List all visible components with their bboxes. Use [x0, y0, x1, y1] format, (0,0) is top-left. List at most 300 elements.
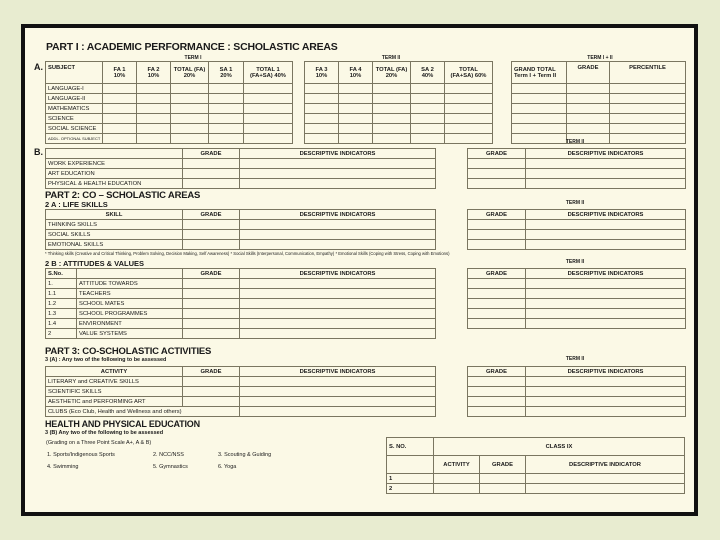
score-cell[interactable]	[411, 114, 445, 124]
grade-cell[interactable]	[480, 484, 526, 494]
table-row	[468, 377, 686, 387]
grade-cell[interactable]	[183, 279, 240, 289]
option-3: 3. Scouting & Guiding	[218, 452, 272, 458]
header-descriptive-indicators: DESCRIPTIVE INDICATORS	[240, 269, 436, 279]
grade-cell[interactable]	[468, 407, 526, 417]
grade-cell[interactable]	[468, 299, 526, 309]
life-skills-footnote: * Thinking skills (Creative and Critical Thinking, Problem Solving, Decision Making, Self Awareness) * Social Skills (Interpersonal, Communication, Empathy) * Emotional Skills (Coping with Stress, Coping with Emotions)	[45, 251, 450, 256]
term2-header-row	[305, 62, 493, 84]
score-cell[interactable]	[137, 104, 171, 114]
section-b-term2-table	[467, 148, 686, 189]
table-row	[468, 179, 686, 189]
indicator-cell[interactable]	[526, 279, 686, 289]
option-2: 2. NCC/NSS	[153, 452, 184, 458]
score-cell[interactable]	[103, 94, 137, 104]
header-grade: GRADE	[468, 210, 526, 220]
score-cell[interactable]	[171, 124, 209, 134]
header-descriptive-indicators: DESCRIPTIVE INDICATORS	[240, 367, 436, 377]
indicator-cell[interactable]	[240, 240, 436, 250]
row-label: SCHOOL PROGRAMMES	[77, 309, 183, 319]
header-descriptive-indicators: DESCRIPTIVE INDICATORS	[526, 269, 686, 279]
grade-cell[interactable]	[468, 230, 526, 240]
grade-cell[interactable]	[468, 319, 526, 329]
percentile-cell[interactable]	[610, 114, 686, 124]
grading-note: (Grading on a Three Point Scale A+, A & B)	[46, 440, 152, 446]
header-row	[46, 210, 436, 220]
grade-cell[interactable]	[183, 230, 240, 240]
activities-table	[45, 366, 436, 417]
percentile-cell[interactable]	[610, 134, 686, 144]
score-cell[interactable]	[209, 104, 244, 114]
table-row	[468, 407, 686, 417]
table-row	[46, 179, 436, 189]
indicator-cell[interactable]	[526, 159, 686, 169]
indicator-cell[interactable]	[526, 240, 686, 250]
header-sno: S.No.	[46, 269, 77, 279]
indicator-cell[interactable]	[240, 299, 436, 309]
header-total: TOTAL (FA+SA) 60%	[445, 62, 493, 84]
class-ix-table	[386, 437, 685, 494]
indicator-cell[interactable]	[240, 397, 436, 407]
term1-label: TERM I	[184, 55, 202, 61]
header-grade: GRADE	[468, 149, 526, 159]
score-cell[interactable]	[244, 114, 293, 124]
header-class: CLASS IX	[434, 438, 685, 456]
score-cell[interactable]	[103, 84, 137, 94]
section-b-label: B.	[34, 147, 43, 157]
header-grade: GRADE	[183, 210, 240, 220]
score-cell[interactable]	[445, 104, 493, 114]
score-cell[interactable]	[445, 124, 493, 134]
sno-cell: 1.	[46, 279, 77, 289]
score-cell[interactable]	[305, 104, 339, 114]
score-cell[interactable]	[244, 84, 293, 94]
indicator-cell[interactable]	[240, 407, 436, 417]
row-label: SOCIAL SKILLS	[46, 230, 183, 240]
score-cell[interactable]	[373, 134, 411, 144]
grade-cell[interactable]	[480, 474, 526, 484]
header-row	[46, 367, 436, 377]
sno-cell: 1.3	[46, 309, 77, 319]
grade-cell[interactable]	[468, 159, 526, 169]
header-fa1: FA 1 10%	[103, 62, 137, 84]
header-activity: ACTIVITY	[434, 456, 480, 474]
part1-title: PART I : ACADEMIC PERFORMANCE : SCHOLASTIC AREAS	[46, 41, 338, 53]
score-cell[interactable]	[411, 84, 445, 94]
table-row	[46, 329, 436, 339]
score-cell[interactable]	[512, 104, 567, 114]
table-row	[512, 134, 686, 144]
score-cell[interactable]	[137, 84, 171, 94]
score-cell[interactable]	[445, 94, 493, 104]
grade-cell[interactable]	[183, 309, 240, 319]
table-row	[46, 309, 436, 319]
table-row	[46, 230, 436, 240]
header-percentile: PERCENTILE	[610, 62, 686, 84]
grade-cell[interactable]	[183, 220, 240, 230]
header-grade: GRADE	[183, 149, 240, 159]
section-b-term2-label: TERM II	[565, 139, 585, 145]
header-fa4: FA 4 10%	[339, 62, 373, 84]
indicator-cell[interactable]	[240, 179, 436, 189]
part2-title: PART 2: CO – SCHOLASTIC AREAS	[45, 190, 201, 201]
score-cell[interactable]	[373, 104, 411, 114]
score-cell[interactable]	[339, 124, 373, 134]
health-subtitle: 3 (B) Any two of the following to be assessed	[45, 430, 164, 436]
row-label: SCHOOL MATES	[77, 299, 183, 309]
row-label: ENVIRONMENT	[77, 319, 183, 329]
table-row	[468, 397, 686, 407]
header-descriptive-indicator: DESCRIPTIVE INDICATOR	[526, 456, 685, 474]
table-row	[468, 309, 686, 319]
option-5: 5. Gymnastics	[153, 464, 188, 470]
sno-cell: 1.2	[46, 299, 77, 309]
subject-cell: LANGUAGE-II	[46, 94, 103, 104]
header-blank	[46, 149, 183, 159]
score-cell[interactable]	[411, 124, 445, 134]
score-cell[interactable]	[103, 134, 137, 144]
table-row	[46, 220, 436, 230]
table-row	[46, 387, 436, 397]
grade-cell[interactable]	[567, 94, 610, 104]
indicator-cell[interactable]	[240, 387, 436, 397]
score-cell[interactable]	[171, 84, 209, 94]
score-cell[interactable]	[305, 114, 339, 124]
grade-cell[interactable]	[468, 377, 526, 387]
indicator-cell[interactable]	[526, 407, 686, 417]
term12-header-row	[512, 62, 686, 84]
score-cell[interactable]	[171, 104, 209, 114]
table-row	[46, 134, 293, 144]
grade-cell[interactable]	[468, 179, 526, 189]
table-row	[305, 104, 493, 114]
score-cell[interactable]	[209, 94, 244, 104]
table-row	[468, 240, 686, 250]
life-skills-term2-table	[467, 209, 686, 250]
table-row	[46, 397, 436, 407]
part3-title: PART 3: CO-SCHOLASTIC ACTIVITIES	[45, 346, 212, 357]
table-row	[46, 289, 436, 299]
table-row	[468, 279, 686, 289]
percentile-cell[interactable]	[610, 124, 686, 134]
table-row	[512, 104, 686, 114]
header-row	[468, 367, 686, 377]
table-row	[387, 484, 685, 494]
header-blank	[387, 456, 434, 474]
header-sno: S. NO.	[387, 438, 434, 456]
attitudes-title: 2 B : ATTITUDES & VALUES	[45, 259, 145, 268]
score-cell[interactable]	[445, 84, 493, 94]
percentile-cell[interactable]	[610, 104, 686, 114]
table-row	[46, 279, 436, 289]
header-activity: ACTIVITY	[46, 367, 183, 377]
grade-cell[interactable]	[468, 169, 526, 179]
score-cell[interactable]	[411, 134, 445, 144]
indicator-cell[interactable]	[526, 220, 686, 230]
life-skills-term2-label: TERM II	[565, 200, 585, 206]
score-cell[interactable]	[411, 94, 445, 104]
header-fa2: FA 2 10%	[137, 62, 171, 84]
header-row	[46, 269, 436, 279]
section-a-label: A.	[34, 62, 43, 72]
header-row	[387, 438, 685, 456]
attitudes-term2-label: TERM II	[565, 259, 585, 265]
table-row	[468, 387, 686, 397]
indicator-cell[interactable]	[526, 169, 686, 179]
header-descriptive-indicators: DESCRIPTIVE INDICATORS	[240, 149, 436, 159]
header-grade: GRADE	[480, 456, 526, 474]
table-row	[46, 299, 436, 309]
header-descriptive-indicators: DESCRIPTIVE INDICATORS	[526, 210, 686, 220]
row-label: SCIENTIFIC SKILLS	[46, 387, 183, 397]
grade-cell[interactable]	[183, 240, 240, 250]
part3-term2-label: TERM II	[565, 356, 585, 362]
row-label: VALUE SYSTEMS	[77, 329, 183, 339]
activity-cell[interactable]	[434, 474, 480, 484]
header-fa3: FA 3 10%	[305, 62, 339, 84]
table-row	[46, 319, 436, 329]
table-row	[305, 114, 493, 124]
grade-cell[interactable]	[567, 104, 610, 114]
grade-cell[interactable]	[183, 329, 240, 339]
indicator-cell[interactable]	[240, 309, 436, 319]
part3-subtitle: 3 (A) : Any two of the following to be assessed	[45, 357, 167, 363]
row-label: ART EDUCATION	[46, 169, 183, 179]
table-row	[46, 114, 293, 124]
indicator-cell[interactable]	[526, 309, 686, 319]
term12-label: TERM I + II	[587, 55, 613, 61]
sno-cell: 1.1	[46, 289, 77, 299]
table-row	[512, 124, 686, 134]
header-total-fa: TOTAL (FA) 20%	[171, 62, 209, 84]
attitudes-term2-table	[467, 268, 686, 329]
grade-cell[interactable]	[183, 397, 240, 407]
option-4: 4. Swimming	[47, 464, 79, 470]
indicator-cell[interactable]	[240, 289, 436, 299]
table-row	[512, 84, 686, 94]
header-row	[468, 149, 686, 159]
grade-cell[interactable]	[468, 387, 526, 397]
row-label: WORK EXPERIENCE	[46, 159, 183, 169]
option-6: 6. Yoga	[218, 464, 237, 470]
indicator-cell[interactable]	[526, 387, 686, 397]
grade-cell[interactable]	[183, 159, 240, 169]
score-cell[interactable]	[103, 104, 137, 114]
row-label: ATTITUDE TOWARDS	[77, 279, 183, 289]
header-grade: GRADE	[468, 367, 526, 377]
score-cell[interactable]	[445, 114, 493, 124]
grade-cell[interactable]	[183, 377, 240, 387]
table-row	[305, 84, 493, 94]
table-row	[468, 220, 686, 230]
indicator-cell[interactable]	[526, 179, 686, 189]
header-subject: SUBJECT	[46, 62, 103, 84]
score-cell[interactable]	[209, 134, 244, 144]
grade-cell[interactable]	[468, 397, 526, 407]
score-cell[interactable]	[445, 134, 493, 144]
grade-cell[interactable]	[468, 289, 526, 299]
option-1: 1. Sports/Indigenous Sports	[47, 452, 115, 458]
header-descriptive-indicators: DESCRIPTIVE INDICATORS	[526, 149, 686, 159]
score-cell[interactable]	[512, 134, 567, 144]
table-row	[305, 124, 493, 134]
table-row	[468, 159, 686, 169]
score-cell[interactable]	[512, 84, 567, 94]
grade-cell[interactable]	[183, 169, 240, 179]
grade-cell[interactable]	[183, 289, 240, 299]
header-blank	[77, 269, 183, 279]
score-cell[interactable]	[209, 124, 244, 134]
table-row	[46, 104, 293, 114]
score-cell[interactable]	[339, 104, 373, 114]
header-grade: GRADE	[183, 367, 240, 377]
header-sa2: SA 2 40%	[411, 62, 445, 84]
indicator-cell[interactable]	[526, 484, 685, 494]
table-row	[46, 240, 436, 250]
table-row	[468, 289, 686, 299]
row-label: TEACHERS	[77, 289, 183, 299]
activity-cell[interactable]	[434, 484, 480, 494]
term1-header-row	[46, 62, 293, 84]
grade-cell[interactable]	[183, 387, 240, 397]
life-skills-table	[45, 209, 436, 250]
indicator-cell[interactable]	[240, 377, 436, 387]
score-cell[interactable]	[171, 134, 209, 144]
subheader-row	[387, 456, 685, 474]
term2-label: TERM II	[381, 55, 401, 61]
score-cell[interactable]	[209, 114, 244, 124]
grade-cell[interactable]	[567, 124, 610, 134]
row-label: AESTHETIC and PERFORMING ART	[46, 397, 183, 407]
indicator-cell[interactable]	[526, 474, 685, 484]
indicator-cell[interactable]	[526, 397, 686, 407]
indicator-cell[interactable]	[240, 169, 436, 179]
header-row	[468, 269, 686, 279]
term2-table	[304, 61, 493, 144]
indicator-cell[interactable]	[526, 377, 686, 387]
row-label: PHYSICAL & HEALTH EDUCATION	[46, 179, 183, 189]
section-b-table	[45, 148, 436, 189]
table-row	[46, 407, 436, 417]
table-row	[468, 169, 686, 179]
score-cell[interactable]	[512, 114, 567, 124]
grade-cell[interactable]	[183, 299, 240, 309]
grade-cell[interactable]	[183, 319, 240, 329]
indicator-cell[interactable]	[240, 279, 436, 289]
percentile-cell[interactable]	[610, 84, 686, 94]
sno-cell: 1	[387, 474, 434, 484]
indicator-cell[interactable]	[240, 319, 436, 329]
score-cell[interactable]	[305, 124, 339, 134]
grade-cell[interactable]	[567, 114, 610, 124]
indicator-cell[interactable]	[240, 230, 436, 240]
table-row	[468, 230, 686, 240]
percentile-cell[interactable]	[610, 94, 686, 104]
score-cell[interactable]	[373, 124, 411, 134]
term1-table	[45, 61, 293, 144]
score-cell[interactable]	[339, 94, 373, 104]
score-cell[interactable]	[305, 94, 339, 104]
header-total-fa: TOTAL (FA) 20%	[373, 62, 411, 84]
grade-cell[interactable]	[468, 220, 526, 230]
indicator-cell[interactable]	[240, 220, 436, 230]
indicator-cell[interactable]	[526, 299, 686, 309]
sno-cell: 2	[387, 484, 434, 494]
grade-cell[interactable]	[468, 240, 526, 250]
score-cell[interactable]	[373, 84, 411, 94]
subject-cell: SOCIAL SCIENCE	[46, 124, 103, 134]
header-grade: GRADE	[567, 62, 610, 84]
life-skills-title: 2 A : LIFE SKILLS	[45, 200, 108, 209]
score-cell[interactable]	[244, 104, 293, 114]
score-cell[interactable]	[512, 94, 567, 104]
grade-cell[interactable]	[567, 84, 610, 94]
table-row	[46, 377, 436, 387]
score-cell[interactable]	[244, 124, 293, 134]
indicator-cell[interactable]	[526, 230, 686, 240]
table-row	[468, 299, 686, 309]
header-grade: GRADE	[183, 269, 240, 279]
row-label: THINKING SKILLS	[46, 220, 183, 230]
indicator-cell[interactable]	[526, 289, 686, 299]
score-cell[interactable]	[373, 114, 411, 124]
score-cell[interactable]	[137, 134, 171, 144]
score-cell[interactable]	[339, 134, 373, 144]
grade-cell[interactable]	[468, 279, 526, 289]
subject-cell: ADDL. OPTIONAL SUBJECT	[46, 134, 103, 144]
score-cell[interactable]	[103, 124, 137, 134]
table-row	[512, 94, 686, 104]
score-cell[interactable]	[209, 84, 244, 94]
row-label: EMOTIONAL SKILLS	[46, 240, 183, 250]
sno-cell: 2	[46, 329, 77, 339]
score-cell[interactable]	[305, 134, 339, 144]
score-cell[interactable]	[339, 84, 373, 94]
table-row	[305, 94, 493, 104]
grade-cell[interactable]	[468, 309, 526, 319]
table-row	[46, 94, 293, 104]
score-cell[interactable]	[137, 94, 171, 104]
indicator-cell[interactable]	[240, 159, 436, 169]
score-cell[interactable]	[103, 114, 137, 124]
activities-term2-table	[467, 366, 686, 417]
score-cell[interactable]	[411, 104, 445, 114]
score-cell[interactable]	[137, 114, 171, 124]
table-row	[468, 319, 686, 329]
header-skill: SKILL	[46, 210, 183, 220]
score-cell[interactable]	[171, 94, 209, 104]
header-row	[46, 149, 436, 159]
score-cell[interactable]	[137, 124, 171, 134]
header-sa1: SA 1 20%	[209, 62, 244, 84]
indicator-cell[interactable]	[526, 319, 686, 329]
score-cell[interactable]	[244, 94, 293, 104]
subject-cell: SCIENCE	[46, 114, 103, 124]
grade-cell[interactable]	[183, 179, 240, 189]
score-cell[interactable]	[244, 134, 293, 144]
table-row	[387, 474, 685, 484]
score-cell[interactable]	[373, 94, 411, 104]
score-cell[interactable]	[171, 114, 209, 124]
score-cell[interactable]	[305, 84, 339, 94]
score-cell[interactable]	[339, 114, 373, 124]
score-cell[interactable]	[512, 124, 567, 134]
table-row	[46, 159, 436, 169]
header-row	[468, 210, 686, 220]
attitudes-table	[45, 268, 436, 339]
header-grade: GRADE	[468, 269, 526, 279]
indicator-cell[interactable]	[240, 329, 436, 339]
